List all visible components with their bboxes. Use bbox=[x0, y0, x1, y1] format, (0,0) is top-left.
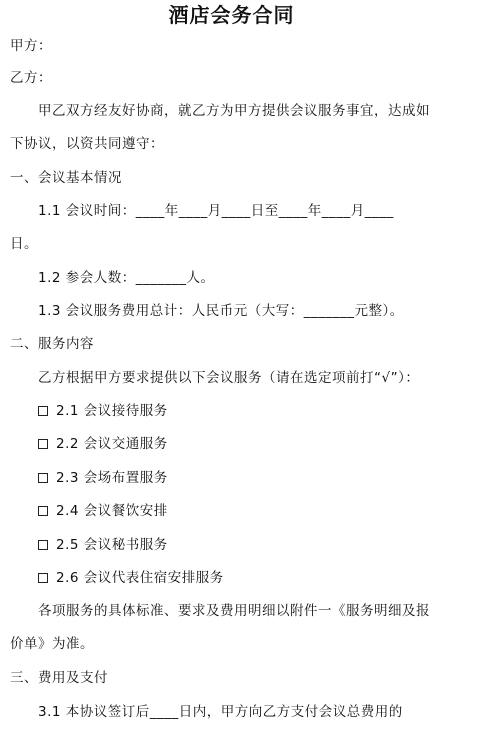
page-title: 酒店会务合同 bbox=[168, 3, 295, 27]
checkbox[interactable] bbox=[38, 406, 48, 416]
service-option bbox=[38, 535, 168, 555]
checkbox[interactable] bbox=[38, 506, 48, 516]
item-1-3: 1.3 会议服务费用总计：人民币元（大写：_______元整）。 bbox=[38, 303, 404, 319]
service-note-line-1: 各项服务的具体标准、要求及费用明细以附件一《服务明细及报 bbox=[38, 603, 430, 619]
item-3-1: 3.1 本协议签订后____日内，甲方向乙方支付会议总费用的 bbox=[38, 704, 403, 720]
section-2-heading: 二、服务内容 bbox=[10, 336, 94, 352]
service-option-label: 2.4 会议餐饮安排 bbox=[56, 503, 168, 519]
section-1-heading: 一、会议基本情况 bbox=[10, 170, 122, 186]
section-2-intro: 乙方根据甲方要求提供以下会议服务（请在选定项前打“√”）： bbox=[38, 370, 420, 386]
service-option bbox=[38, 568, 224, 588]
item-1-1-line-2: 日。 bbox=[10, 236, 38, 252]
service-note-line-2: 价单》为准。 bbox=[10, 636, 94, 652]
preamble-line-1: 甲乙双方经友好协商，就乙方为甲方提供会议服务事宜，达成如 bbox=[38, 103, 430, 119]
item-1-2: 1.2 参会人数：_______人。 bbox=[38, 270, 215, 286]
service-option-label: 2.2 会议交通服务 bbox=[56, 436, 168, 452]
service-option bbox=[38, 501, 168, 521]
service-option-label: 2.1 会议接待服务 bbox=[56, 403, 168, 419]
checkbox[interactable] bbox=[38, 439, 48, 449]
item-1-1-line-1: 1.1 会议时间：____年____月____日至____年____月____ bbox=[38, 203, 394, 219]
party-b-label: 乙方： bbox=[10, 70, 52, 86]
service-option bbox=[38, 401, 168, 421]
service-option-label: 2.3 会场布置服务 bbox=[56, 470, 168, 486]
section-3-heading: 三、费用及支付 bbox=[10, 670, 108, 686]
checkbox[interactable] bbox=[38, 540, 48, 550]
service-option-label: 2.6 会议代表住宿安排服务 bbox=[56, 570, 224, 586]
preamble-line-2: 下协议，以资共同遵守： bbox=[10, 136, 164, 152]
service-option-label: 2.5 会议秘书服务 bbox=[56, 537, 168, 553]
service-option bbox=[38, 468, 168, 488]
party-a-label: 甲方： bbox=[10, 38, 52, 54]
checkbox[interactable] bbox=[38, 573, 48, 583]
service-option bbox=[38, 434, 168, 454]
checkbox[interactable] bbox=[38, 473, 48, 483]
